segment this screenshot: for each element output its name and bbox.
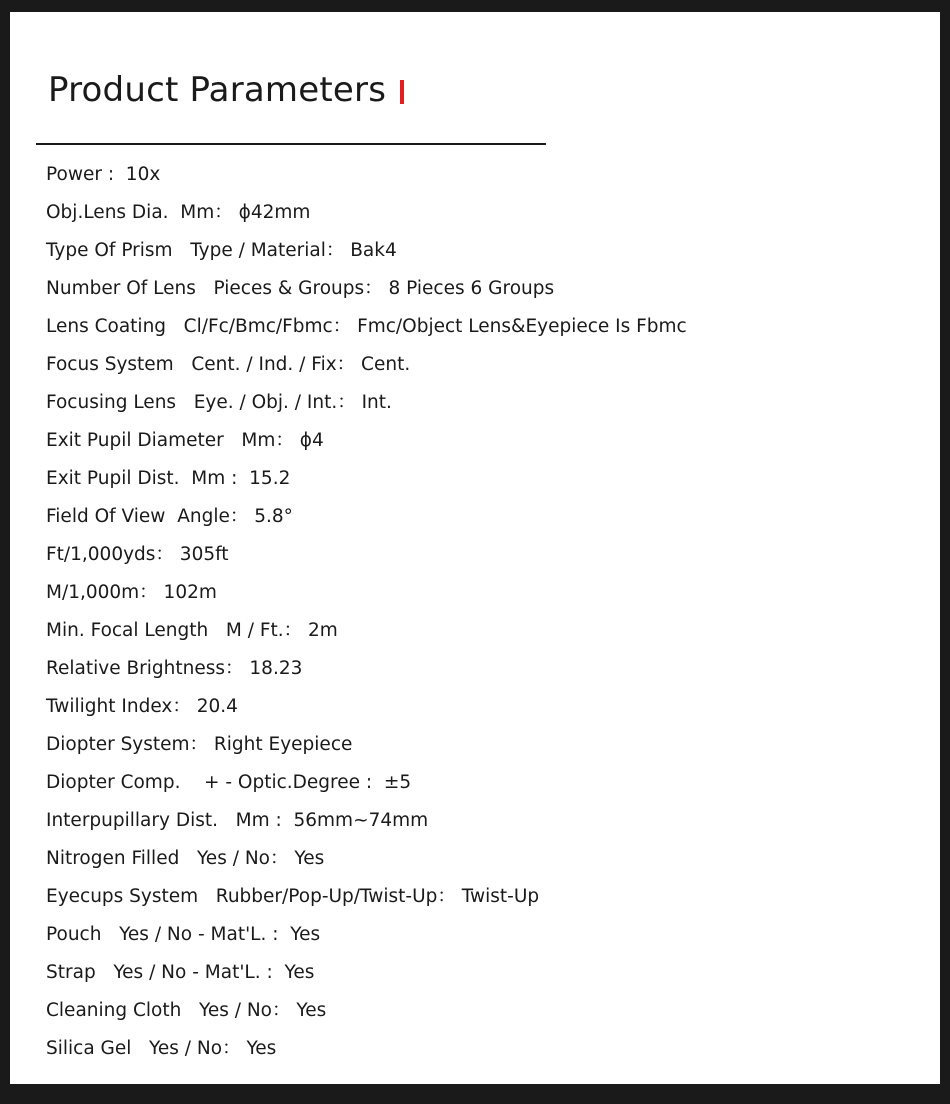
title-divider [36, 143, 546, 145]
parameter-row: Strap Yes / No - Mat'L. : Yes [46, 962, 315, 983]
parameter-row: Eyecups System Rubber/Pop-Up/Twist-Up： Twist-Up [46, 886, 540, 907]
parameter-row: Focus System Cent. / Ind. / Fix： Cent. [46, 354, 411, 375]
parameter-row: Field Of View Angle： 5.8° [46, 506, 293, 527]
parameter-row: Twilight Index： 20.4 [46, 696, 238, 717]
parameter-row: Diopter Comp. + - Optic.Degree : ±5 [46, 772, 412, 793]
parameter-row: Silica Gel Yes / No： Yes [46, 1038, 277, 1059]
parameter-row: Number Of Lens Pieces & Groups： 8 Pieces 6 Groups [46, 278, 555, 299]
parameter-row: Diopter System： Right Eyepiece [46, 734, 353, 755]
parameter-row: Interpupillary Dist. Mm : 56mm~74mm [46, 810, 429, 831]
parameter-row: Relative Brightness： 18.23 [46, 658, 303, 679]
parameter-row: M/1,000m： 102m [46, 582, 217, 603]
parameter-row: Ft/1,000yds： 305ft [46, 544, 229, 565]
title-accent-bar [400, 80, 404, 104]
parameter-row: Power : 10x [46, 164, 161, 185]
parameter-row: Pouch Yes / No - Mat'L. : Yes [46, 924, 321, 945]
parameters-panel [10, 12, 940, 1084]
parameter-row: Focusing Lens Eye. / Obj. / Int.： Int. [46, 392, 392, 413]
parameter-row: Exit Pupil Dist. Mm : 15.2 [46, 468, 291, 489]
parameter-row: Exit Pupil Diameter Mm： ϕ4 [46, 430, 324, 451]
parameter-row: Nitrogen Filled Yes / No： Yes [46, 848, 325, 869]
title-row [48, 68, 404, 112]
parameter-list [46, 156, 687, 1068]
parameter-row: Min. Focal Length M / Ft.： 2m [46, 620, 338, 641]
parameter-row: Obj.Lens Dia. Mm： ϕ42mm [46, 202, 311, 223]
parameter-row: Type Of Prism Type / Material： Bak4 [46, 240, 397, 261]
page-title: Product Parameters [48, 70, 387, 110]
parameter-row: Cleaning Cloth Yes / No： Yes [46, 1000, 327, 1021]
parameter-row: Lens Coating Cl/Fc/Bmc/Fbmc： Fmc/Object Lens&Eyepiece Is Fbmc [46, 316, 687, 337]
